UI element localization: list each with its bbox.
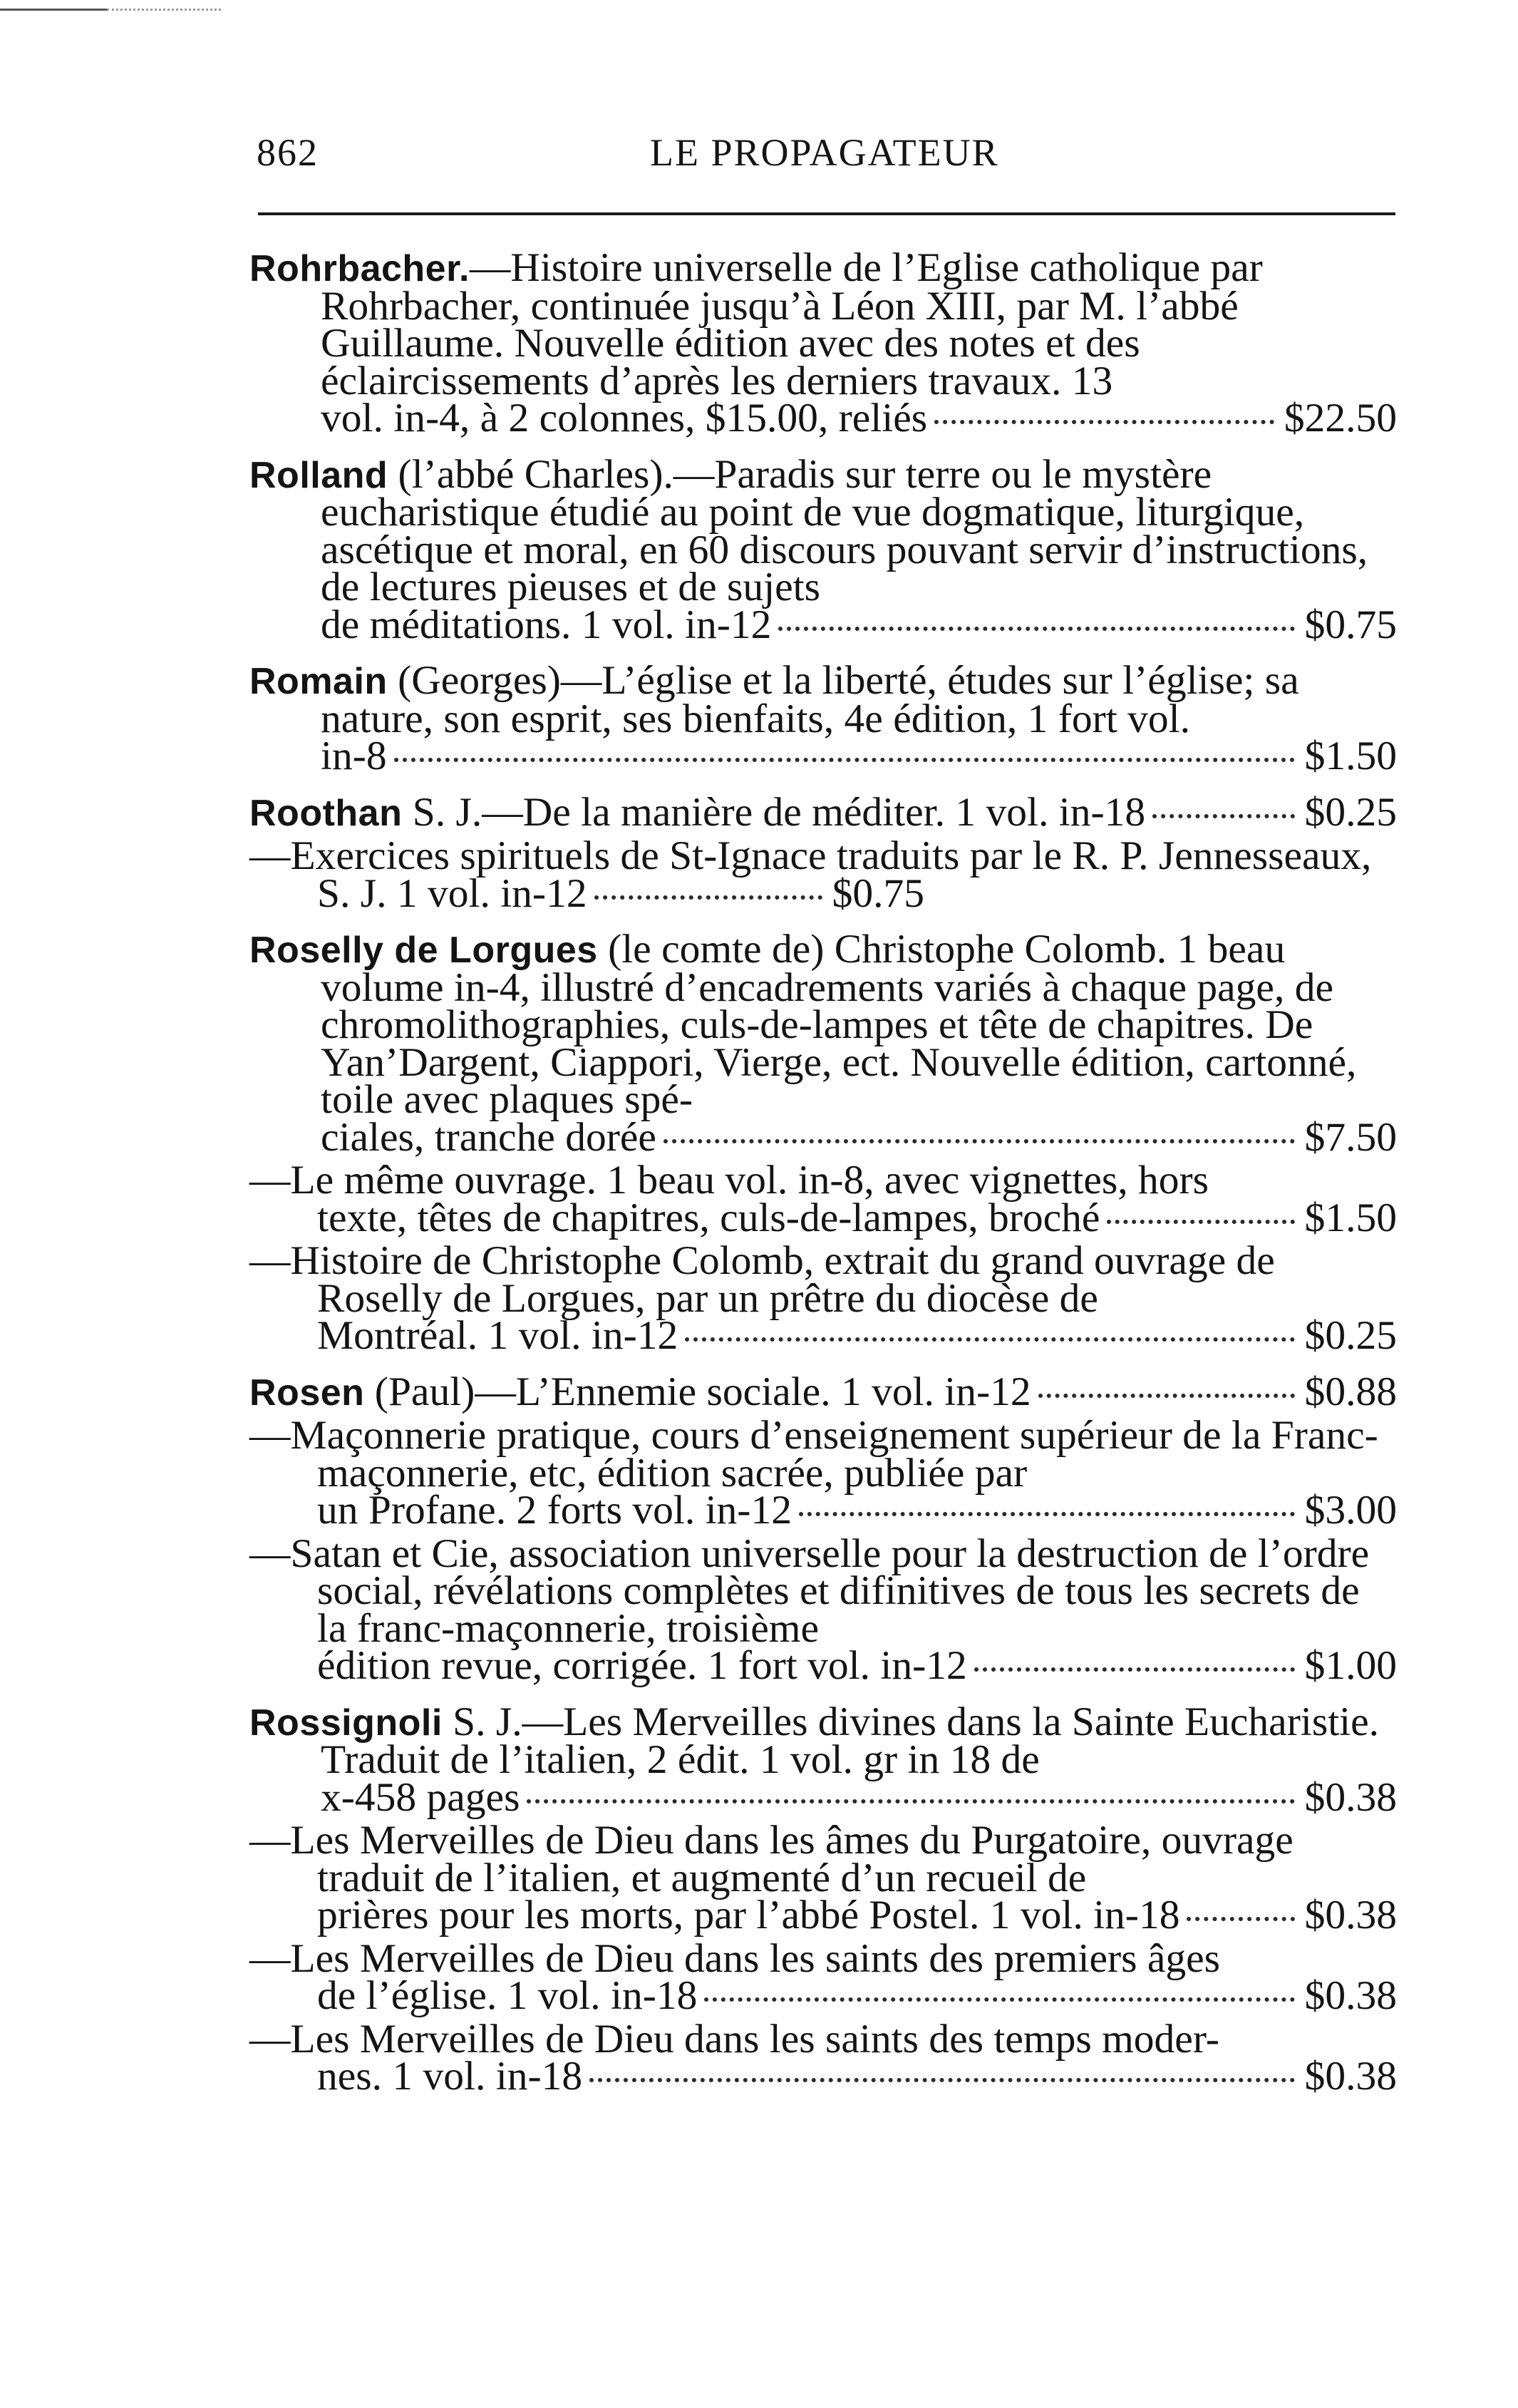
price-line bbox=[249, 1643, 1397, 1688]
price-line bbox=[249, 1893, 1397, 1938]
entry-text: —Les Merveilles de Dieu dans les saints des temps moder- bbox=[249, 2016, 1219, 2062]
price: $1.50 bbox=[1304, 734, 1397, 778]
dot-leader bbox=[664, 1139, 1295, 1143]
author-name: Rolland bbox=[249, 454, 388, 496]
author-name: Rohrbacher. bbox=[249, 248, 470, 289]
dot-leader bbox=[1152, 814, 1295, 818]
author-name: Roothan bbox=[249, 792, 403, 834]
page-header bbox=[257, 130, 1397, 187]
author-name: Rossignoli bbox=[249, 1702, 443, 1744]
entry-text: S. J.—De la manière de méditer. 1 vol. in-18 bbox=[402, 789, 1146, 835]
catalog-entry bbox=[249, 789, 1397, 835]
catalog-entry bbox=[249, 658, 1397, 778]
dot-leader bbox=[799, 1512, 1295, 1516]
price-line bbox=[249, 396, 1397, 441]
price-line bbox=[249, 1369, 1397, 1414]
entry-description bbox=[249, 1530, 1397, 1651]
entry-description bbox=[249, 451, 1397, 609]
price-line bbox=[249, 1313, 1397, 1358]
dot-leader bbox=[394, 758, 1295, 762]
entry-text: (l’abbé Charles).—Paradis sur terre ou le mystère eucharistique étudié au point de vue dogmatique, liturgique, ascétique et moral, en 60 discours pouvant servir d’instructions, de lectures pieuses et de sujets bbox=[321, 451, 1368, 609]
entry-description bbox=[249, 2016, 1397, 2062]
top-edge-dots bbox=[107, 9, 221, 11]
catalog-subentry bbox=[249, 2016, 1397, 2099]
catalog-subentry bbox=[249, 833, 1397, 916]
price: $0.75 bbox=[1304, 602, 1397, 647]
entry-tail: in-8 bbox=[321, 734, 387, 778]
price-line bbox=[249, 2054, 1397, 2099]
entry-tail: un Profane. 2 forts vol. in-12 bbox=[317, 1488, 792, 1533]
dot-leader bbox=[1187, 1917, 1294, 1921]
entry-description bbox=[249, 1818, 1397, 1900]
dot-leader bbox=[589, 2078, 1295, 2082]
entry-description bbox=[249, 245, 1397, 403]
price-line bbox=[249, 1488, 1397, 1533]
entry-description bbox=[249, 1238, 1397, 1321]
entry-tail: de l’église. 1 vol. in-18 bbox=[317, 1973, 698, 2018]
dot-leader bbox=[934, 420, 1274, 424]
catalog-subentry bbox=[249, 1530, 1397, 1688]
entry-tail: nes. 1 vol. in-18 bbox=[317, 2054, 583, 2099]
price: $22.50 bbox=[1284, 396, 1397, 441]
entry-text: S. J.—Les Merveilles divines dans la Sainte Eucharistie. Traduit de l’italien, 2 édit. 1 vol. gr in 18 de bbox=[321, 1699, 1380, 1782]
entry-tail: de méditations. 1 vol. in-12 bbox=[321, 602, 772, 647]
entry-text: —Histoire universelle de l’Eglise catholique par Rohrbacher, continuée jusqu’à Léon XIII, par M. l’abbé Guillaume. Nouvelle édition avec des notes et des éclaircissements d’après les derniers travaux. 13 bbox=[321, 245, 1263, 403]
price: $0.25 bbox=[1304, 789, 1397, 835]
price: $0.88 bbox=[1304, 1369, 1397, 1414]
price: $7.50 bbox=[1304, 1114, 1397, 1160]
entry-text: —Les Merveilles de Dieu dans les âmes du Purgatoire, ouvrage traduit de l’italien, et augmenté d’un recueil de bbox=[249, 1818, 1294, 1900]
dot-leader bbox=[704, 1997, 1294, 2002]
top-edge-line bbox=[0, 9, 107, 11]
header-rule bbox=[258, 212, 1395, 215]
catalog-subentry bbox=[249, 1818, 1397, 1938]
entry-description bbox=[249, 658, 1397, 741]
price: $0.75 bbox=[832, 870, 924, 916]
catalog-entry bbox=[249, 245, 1397, 441]
catalog-entry bbox=[249, 451, 1397, 647]
entry-text: —Maçonnerie pratique, cours d’enseignement supérieur de la Franc-maçonnerie, etc, édition sacrée, publiée par bbox=[249, 1413, 1378, 1496]
entry-tail bbox=[249, 789, 1146, 835]
entry-description bbox=[249, 1699, 1397, 1782]
entry-tail: texte, têtes de chapitres, culs-de-lampes, broché bbox=[317, 1195, 1100, 1240]
catalog-entry bbox=[249, 927, 1397, 1160]
price-line bbox=[249, 1973, 1397, 2018]
entry-text: (Georges)—L’église et la liberté, études sur l’église; sa nature, son esprit, ses bienfaits, 4e édition, 1 fort vol. bbox=[321, 658, 1299, 741]
catalog-subentry bbox=[249, 1158, 1397, 1240]
entry-tail: ciales, tranche dorée bbox=[321, 1114, 656, 1160]
entry-tail: édition revue, corrigée. 1 fort vol. in-12 bbox=[317, 1643, 967, 1688]
price: $0.38 bbox=[1304, 1973, 1397, 2018]
entry-description bbox=[249, 1413, 1397, 1496]
entry-description bbox=[249, 833, 1397, 916]
entry-description bbox=[249, 1158, 1397, 1203]
price: $1.00 bbox=[1304, 1643, 1397, 1688]
entry-text: (Paul)—L’Ennemie sociale. 1 vol. in-12 bbox=[364, 1369, 1031, 1414]
author-name: Roselly de Lorgues bbox=[249, 930, 598, 971]
author-name: Romain bbox=[249, 661, 388, 702]
dot-leader bbox=[594, 895, 822, 900]
dot-leader bbox=[527, 1799, 1294, 1804]
author-name: Rosen bbox=[249, 1372, 365, 1414]
entry-text: —Exercices spirituels de St-Ignace traduits par le R. P. Jennesseaux, S. J. 1 vol. in-12 bbox=[249, 833, 1372, 916]
running-title: LE PROPAGATEUR bbox=[650, 131, 999, 174]
price-line bbox=[249, 789, 1397, 835]
price-line bbox=[249, 1774, 1397, 1820]
entry-tail: vol. in-4, à 2 colonnes, $15.00, reliés bbox=[321, 396, 928, 441]
price-line bbox=[249, 1114, 1397, 1160]
dot-leader bbox=[974, 1667, 1295, 1672]
entry-tail: prières pour les morts, par l’abbé Postel. 1 vol. in-18 bbox=[317, 1893, 1180, 1938]
entry-tail: x-458 pages bbox=[321, 1774, 520, 1820]
page-number: 862 bbox=[257, 131, 319, 174]
catalog-subentry bbox=[249, 1413, 1397, 1533]
catalog-entry bbox=[249, 1369, 1397, 1414]
price: $0.38 bbox=[1304, 2054, 1397, 2099]
dot-leader bbox=[685, 1337, 1294, 1342]
price: $0.38 bbox=[1304, 1893, 1397, 1938]
price: $3.00 bbox=[1304, 1488, 1397, 1533]
dot-leader bbox=[1038, 1394, 1295, 1398]
entry-text: —Le même ouvrage. 1 beau vol. in-8, avec vignettes, hors bbox=[249, 1158, 1209, 1203]
entry-text: —Satan et Cie, association universelle pour la destruction de l’ordre social, révélations complètes et difinitives de tous les secrets de la franc-maçonnerie, troisième bbox=[249, 1530, 1370, 1651]
catalog-subentry bbox=[249, 1935, 1397, 2018]
price: $0.38 bbox=[1304, 1774, 1397, 1820]
price-line bbox=[249, 1195, 1397, 1240]
dot-leader bbox=[1107, 1220, 1294, 1224]
entry-text: —Les Merveilles de Dieu dans les saints des premiers âges bbox=[249, 1935, 1221, 1981]
entry-tail: Montréal. 1 vol. in-12 bbox=[317, 1313, 678, 1358]
entry-description bbox=[249, 927, 1397, 1122]
price-line bbox=[249, 602, 1397, 647]
entry-description bbox=[249, 1935, 1397, 1981]
entry-text: —Histoire de Christophe Colomb, extrait du grand ouvrage de Roselly de Lorgues, par un prêtre du diocèse de bbox=[249, 1238, 1275, 1321]
entry-text: (le comte de) Christophe Colomb. 1 beau volume in-4, illustré d’encadrements variés à chaque page, de chromolithographies, culs-de-lampes et tête de chapitres. De Yan’Dargent, Ciappori, Vierge, ect. Nouvelle édition, cartonné, toile avec plaques spé- bbox=[321, 927, 1357, 1122]
dot-leader bbox=[778, 627, 1294, 631]
entry-tail bbox=[249, 1369, 1031, 1414]
catalog-column bbox=[249, 245, 1397, 2114]
catalog-subentry bbox=[249, 1238, 1397, 1358]
catalog-entry bbox=[249, 1699, 1397, 1820]
price: $1.50 bbox=[1304, 1195, 1397, 1240]
price-line bbox=[249, 734, 1397, 778]
price: $0.25 bbox=[1304, 1313, 1397, 1358]
